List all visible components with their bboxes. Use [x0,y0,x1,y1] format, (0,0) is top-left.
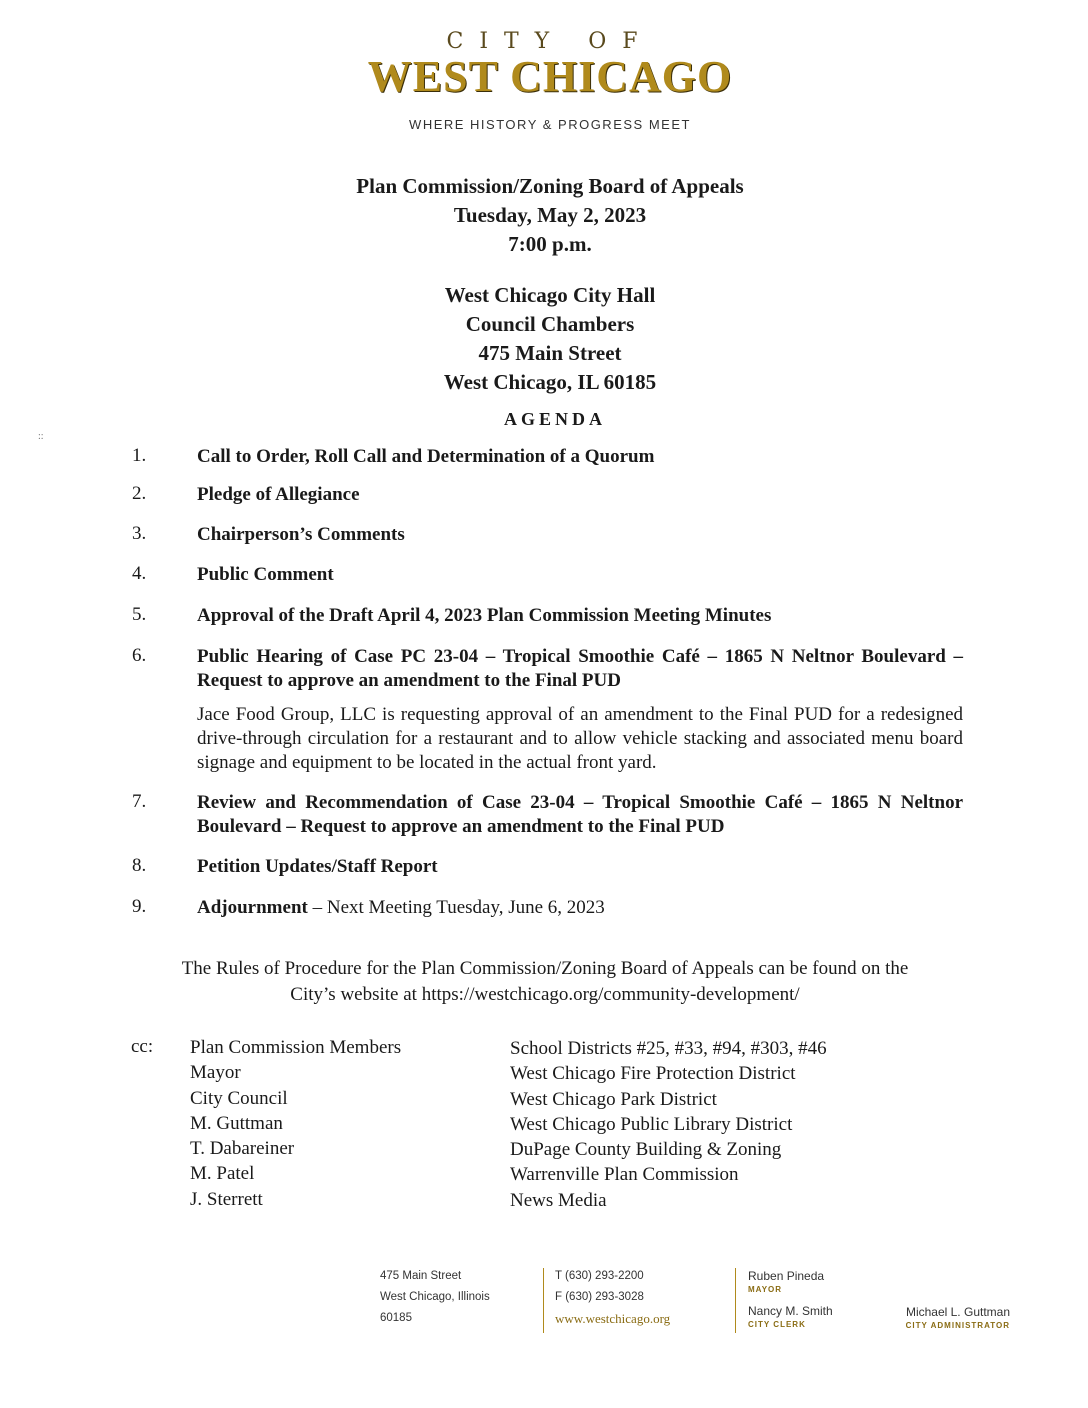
cc-recipient: News Media [510,1189,607,1211]
margin-mark: :: [38,431,44,442]
meeting-heading [0,172,1088,259]
footer-administrator [897,1305,1010,1333]
cc-list-left [190,1035,401,1212]
cc-recipient: West Chicago Fire Protection District [510,1063,796,1085]
venue-building: West Chicago City Hall [444,283,656,307]
mayor-name: Ruben Pineda [748,1269,825,1283]
item-number: 5. [132,604,147,625]
item-title: Petition Updates/Staff Report [197,856,438,877]
footer-website-link[interactable]: www.westchicago.org [555,1311,671,1326]
rules-line-1: The Rules of Procedure for the Plan Commission/Zoning Board of Appeals can be found on the [181,958,909,979]
cc-recipient: West Chicago Public Library District [510,1113,793,1135]
item-title: Approval of the Draft April 4, 2023 Plan Commission Meeting Minutes [197,605,772,626]
logo-city-of: CITY OF [446,29,654,54]
item-number: 3. [132,523,147,544]
cc-recipient: Warrenville Plan Commission [510,1164,739,1186]
venue-street: 475 Main Street [478,341,622,365]
cc-recipient: DuPage County Building & Zoning [510,1139,782,1161]
cc-recipient: City Council [190,1087,288,1109]
item-number: 7. [132,791,147,812]
agenda-title: AGENDA [503,409,606,429]
item-title: Public Comment [197,564,334,585]
cc-recipient: M. Patel [190,1163,255,1185]
venue-city: West Chicago, IL 60185 [443,370,657,394]
item-number: 6. [132,645,147,666]
item-title-bold: Adjournment [197,897,308,918]
footer-phone: T (630) 293-2200 [555,1270,644,1282]
item-title: Pledge of Allegiance [197,484,360,505]
item-title: Public Hearing of Case PC 23-04 – Tropical Smoothie Café – 1865 N Neltnor Boulevard – Request to approve an amendment to the Final PUD [197,646,963,691]
cc-recipient: West Chicago Park District [510,1088,717,1110]
footer-address-line: 60185 [380,1312,412,1324]
cc-recipient: M. Guttman [190,1112,283,1134]
cc-recipient: J. Sterrett [190,1188,263,1210]
footer-divider [735,1268,736,1333]
meeting-time: 7:00 p.m. [508,232,592,256]
clerk-name: Nancy M. Smith [748,1304,833,1318]
venue-room: Council Chambers [465,312,635,336]
cc-recipient: T. Dabareiner [190,1138,295,1160]
item-title: Call to Order, Roll Call and Determination of a Quorum [197,446,655,467]
cc-recipient: Mayor [190,1062,241,1084]
administrator-name: Michael L. Guttman [905,1305,1010,1319]
item-number: 4. [132,563,147,584]
tagline: WHERE HISTORY & PROGRESS MEET [409,117,691,132]
city-logo [0,30,1088,100]
footer-fax: F (630) 293-3028 [555,1291,644,1303]
venue-heading [0,281,1088,397]
item-title: Review and Recommendation of Case 23-04 – Tropical Smoothie Café – 1865 N Neltnor Boulevard – Request to approve an amendment to the Final PUD [197,792,963,837]
item-title-suffix: – Next Meeting Tuesday, June 6, 2023 [307,897,605,918]
logo-city-name: WEST CHICAGO [367,52,733,101]
footer-address [380,1266,490,1329]
item-number: 9. [132,896,147,917]
item-title: Chairperson’s Comments [197,524,405,545]
item-description: Jace Food Group, LLC is requesting approval of an amendment to the Final PUD for a redesigned drive-through circulation for a restaurant and to allow vehicle stacking and associated menu board signage and equipment to be located in the actual front yard. [197,704,963,773]
rules-line-2: City’s website at https://westchicago.org/community-development/ [290,984,800,1005]
footer-clerk [748,1304,833,1332]
clerk-role: CITY CLERK [748,1320,806,1329]
administrator-role: CITY ADMINISTRATOR [905,1321,1010,1330]
footer-mayor [748,1269,824,1297]
cc-label: cc: [131,1036,154,1057]
cc-recipient: School Districts #25, #33, #94, #303, #46 [510,1038,827,1059]
item-number: 1. [132,445,147,466]
meeting-date: Tuesday, May 2, 2023 [453,203,647,227]
footer-address-line: West Chicago, Illinois [380,1291,490,1303]
footer-contact [555,1266,670,1329]
item-title [197,896,963,920]
footer-divider [543,1268,544,1333]
item-number: 2. [132,483,147,504]
footer-address-line: 475 Main Street [380,1270,462,1282]
cc-recipient: Plan Commission Members [190,1037,402,1058]
rules-notice [100,956,990,1008]
meeting-body: Plan Commission/Zoning Board of Appeals [356,174,744,198]
mayor-role: MAYOR [748,1285,783,1294]
cc-list-right [510,1036,827,1213]
item-number: 8. [132,855,147,876]
